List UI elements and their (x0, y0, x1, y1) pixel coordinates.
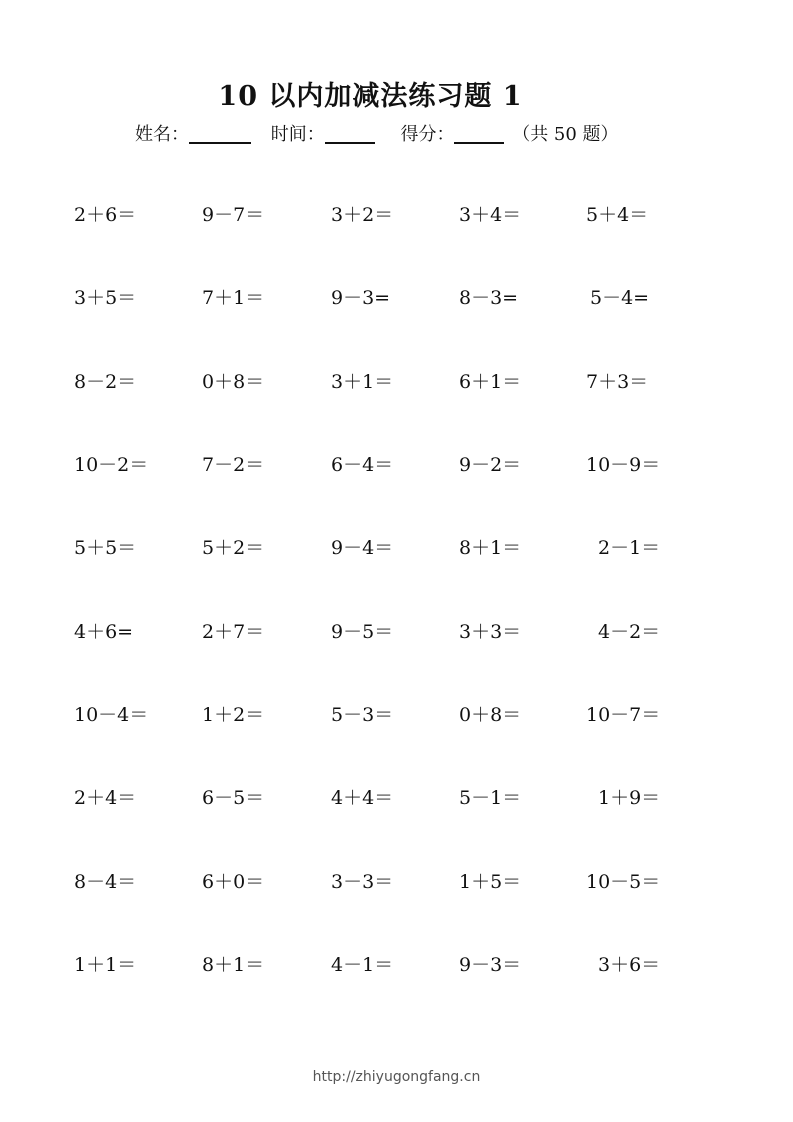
problem-item: 5－4= (590, 287, 650, 309)
problem-item: 6－4＝ (331, 454, 394, 476)
problem-item: 3－3＝ (331, 871, 394, 893)
problem-item: 10－9＝ (586, 454, 661, 476)
problem-item: 6－5＝ (202, 787, 265, 809)
problem-item: 0＋8＝ (459, 704, 522, 726)
problem-item: 2＋4＝ (74, 787, 137, 809)
problem-item: 2－1＝ (598, 537, 661, 559)
problem-item: 5＋5＝ (74, 537, 137, 559)
problem-item: 7－2＝ (202, 454, 265, 476)
problem-item: 10－4＝ (74, 704, 149, 726)
problem-item: 0＋8＝ (202, 371, 265, 393)
problem-item: 10－5＝ (586, 871, 661, 893)
problem-item: 9－4＝ (331, 537, 394, 559)
problem-item: 9－7＝ (202, 204, 265, 226)
problem-item: 1＋5＝ (459, 871, 522, 893)
problem-item: 2＋7＝ (202, 621, 265, 643)
problem-item: 5－1＝ (459, 787, 522, 809)
problem-item: 10－2＝ (74, 454, 149, 476)
problem-item: 1＋9＝ (598, 787, 661, 809)
worksheet-title: 10 以内加减法练习题 1 (218, 81, 523, 112)
problem-item: 4＋6= (74, 621, 134, 643)
problem-item: 3＋6＝ (598, 954, 661, 976)
problem-item: 9－3＝ (459, 954, 522, 976)
problem-item: 7＋1＝ (202, 287, 265, 309)
problem-item: 6＋0＝ (202, 871, 265, 893)
problem-item: 10－7＝ (586, 704, 661, 726)
problem-item: 8－3= (459, 287, 519, 309)
problem-item: 3＋1＝ (331, 371, 394, 393)
problem-item: 8＋1＝ (459, 537, 522, 559)
time-label: 时间： (270, 124, 325, 145)
problem-item: 9－3= (331, 287, 391, 309)
problem-item: 3＋5＝ (74, 287, 137, 309)
problem-item: 3＋2＝ (331, 204, 394, 226)
problem-item: 8＋1＝ (202, 954, 265, 976)
name-label: 姓名： (135, 124, 189, 145)
problem-item: 8－2＝ (74, 371, 137, 393)
problem-item: 9－5＝ (331, 621, 394, 643)
problem-item: 5＋2＝ (202, 537, 265, 559)
problem-item: 6＋1＝ (459, 371, 522, 393)
problem-item: 3＋3＝ (459, 621, 522, 643)
problem-item: 1＋1＝ (74, 954, 137, 976)
problem-item: 4－2＝ (598, 621, 661, 643)
problem-item: 7＋3＝ (586, 371, 649, 393)
problem-item: 3＋4＝ (459, 204, 522, 226)
problem-item: 4＋4＝ (331, 787, 394, 809)
problem-item: 5－3＝ (331, 704, 394, 726)
problem-item: 1＋2＝ (202, 704, 265, 726)
problem-item: 2＋6＝ (74, 204, 137, 226)
problem-item: 5＋4＝ (586, 204, 649, 226)
problem-item: 8－4＝ (74, 871, 137, 893)
problem-item: 9－2＝ (459, 454, 522, 476)
score-label: 得分： (400, 124, 455, 145)
problem-item: 4－1＝ (331, 954, 394, 976)
footer-url: http://zhiyugongfang.cn (312, 1069, 481, 1085)
total-count: （共 50 题） (512, 124, 619, 145)
